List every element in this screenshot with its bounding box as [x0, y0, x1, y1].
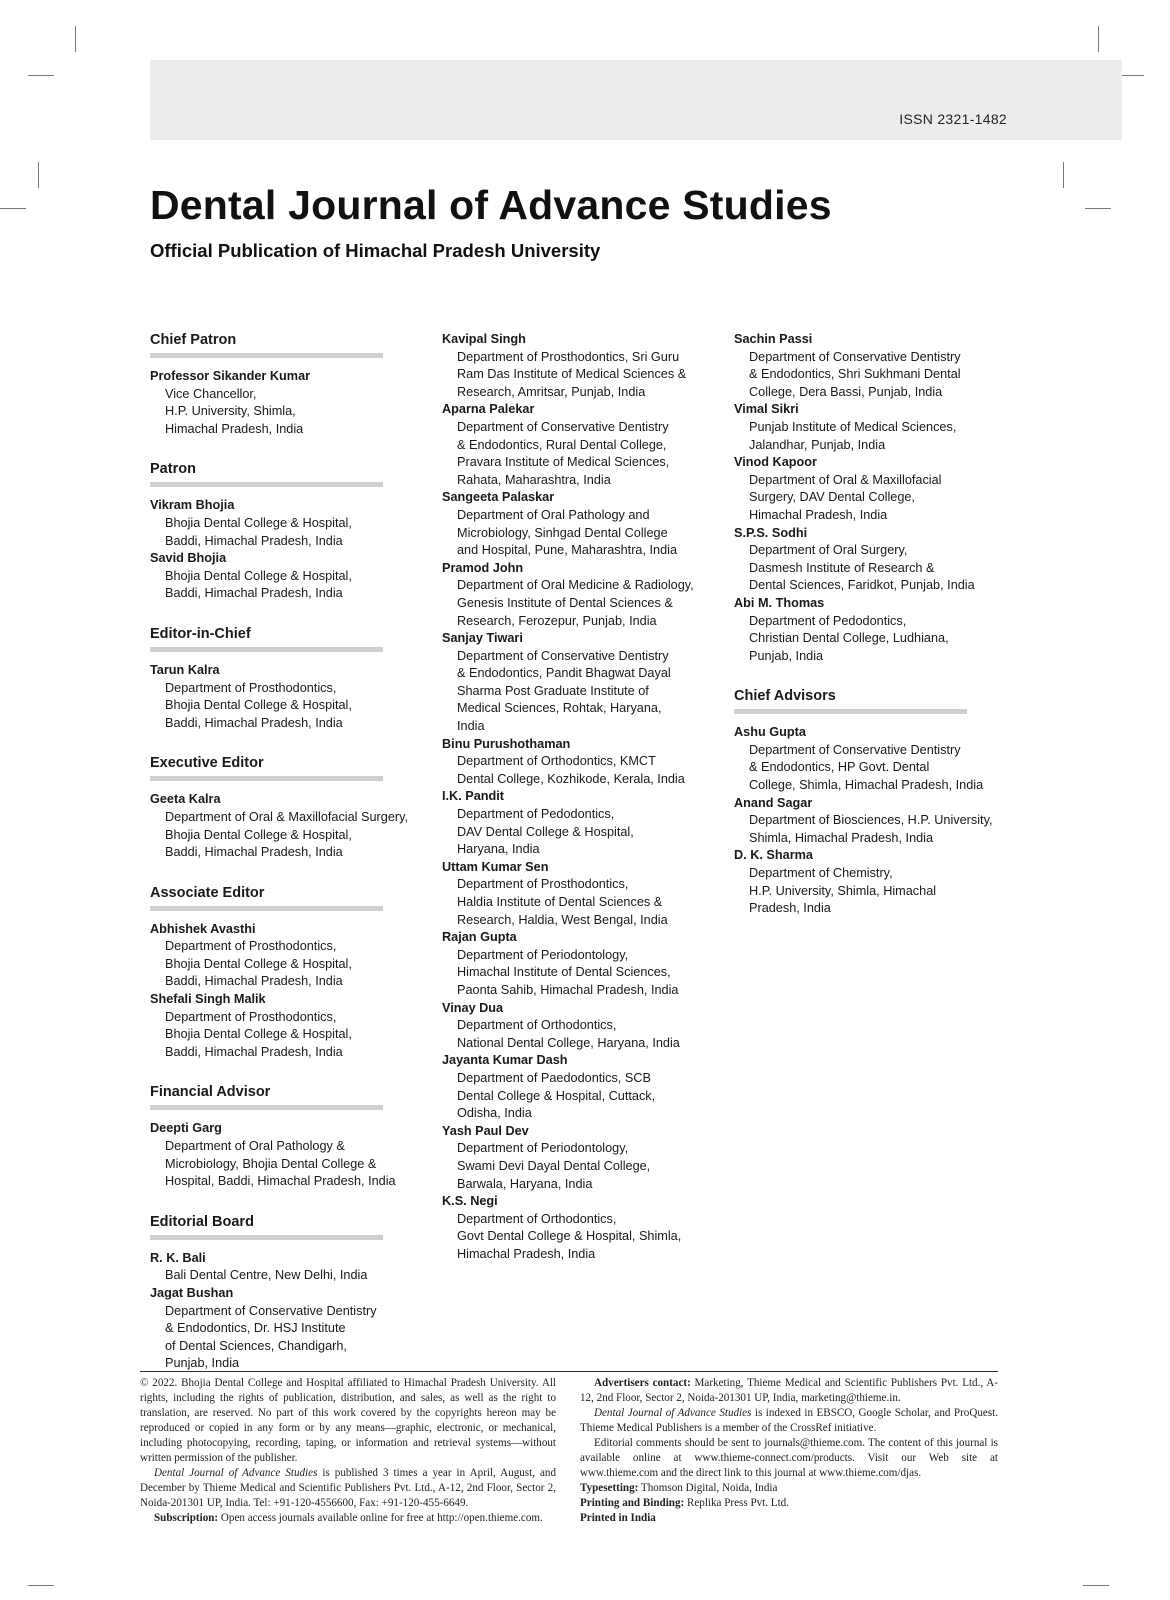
journal-name-italic: Dental Journal of Advance Studies: [154, 1467, 318, 1479]
board-member: [150, 1120, 420, 1190]
member-affiliation: Department of Oral Medicine & Radiology, Genesis Institute of Dental Sciences & Research, Ferozepur, Punjab, India: [457, 578, 694, 628]
journal-title: Dental Journal of Advance Studies: [150, 182, 832, 228]
board-member: [150, 550, 420, 603]
typesetting-notice: [580, 1481, 998, 1496]
issn-number: ISSN 2321-1482: [899, 111, 1007, 127]
board-member: [442, 736, 722, 789]
crop-mark: [1085, 208, 1111, 209]
publication-notice: [140, 1466, 556, 1511]
member-name: Ashu Gupta: [734, 725, 806, 740]
member-name: Uttam Kumar Sen: [442, 859, 549, 874]
member-affiliation: Department of Oral Pathology and Microbiology, Sinhgad Dental College and Hospital, Pune, Maharashtra, India: [457, 507, 678, 558]
member-name: Sachin Passi: [734, 332, 813, 346]
member-name: Jayanta Kumar Dash: [442, 1053, 568, 1068]
member-name: Tarun Kalra: [150, 662, 220, 677]
masthead-section: [150, 1069, 420, 1190]
member-affiliation: Department of Oral Surgery, Dasmesh Institute of Research & Dental Sciences, Faridkot, Punjab, India: [749, 543, 975, 593]
member-name: Vinay Dua: [442, 1000, 504, 1015]
member-affiliation: Department of Periodontology, Swami Devi Dayal Dental College, Barwala, Haryana, India: [457, 1141, 651, 1191]
member-affiliation: Department of Oral Pathology & Microbiology, Bhojia Dental College & Hospital, Baddi, Himachal Pradesh, India: [165, 1139, 396, 1189]
masthead-section: [150, 611, 420, 732]
section-rule: [150, 776, 383, 781]
masthead-column-3: [734, 331, 1034, 926]
masthead-section: [734, 673, 1034, 918]
member-affiliation: Department of Oral & Maxillofacial Surgery, Bhojia Dental College & Hospital, Baddi, Himachal Pradesh, India: [165, 809, 409, 860]
printing-notice: [580, 1496, 998, 1511]
member-name: Anand Sagar: [734, 795, 813, 810]
crop-mark: [1098, 26, 1099, 52]
member-name: Yash Paul Dev: [442, 1123, 529, 1138]
crop-mark: [1083, 1585, 1109, 1586]
member-affiliation: Department of Orthodontics, KMCT Dental College, Kozhikode, Kerala, India: [457, 754, 685, 786]
header-band: [150, 60, 1122, 140]
board-member: [442, 1193, 722, 1263]
board-member: [442, 1000, 722, 1053]
member-affiliation: Punjab Institute of Medical Sciences, Jalandhar, Punjab, India: [749, 419, 957, 452]
member-affiliation: Bhojia Dental College & Hospital, Baddi, Himachal Pradesh, India: [165, 568, 352, 601]
member-affiliation: Department of Conservative Dentistry & Endodontics, Rural Dental College, Pravara Institute of Medical Sciences, Rahata, Maharashtra, India: [457, 419, 670, 487]
member-name: Deepti Garg: [150, 1121, 222, 1136]
member-affiliation: Department of Prosthodontics, Bhojia Dental College & Hospital, Baddi, Himachal Pradesh, India: [165, 939, 352, 989]
masthead-section: [150, 870, 420, 1062]
board-member: [150, 1250, 420, 1285]
crop-mark: [75, 26, 76, 52]
board-member: [734, 724, 1034, 794]
member-name: Geeta Kalra: [150, 792, 221, 807]
indexing-notice: [580, 1406, 998, 1436]
member-affiliation: Bali Dental Centre, New Delhi, India: [165, 1268, 368, 1283]
board-member: [734, 525, 1034, 595]
subscription-text: Open access journals available online for free at http://open.thieme.com.: [218, 1512, 543, 1524]
member-name: S.P.S. Sodhi: [734, 525, 808, 540]
member-affiliation: Department of Oral & Maxillofacial Surgery, DAV Dental College, Himachal Pradesh, India: [749, 472, 942, 522]
member-affiliation: Department of Orthodontics, Govt Dental College & Hospital, Shimla, Himachal Pradesh, India: [457, 1211, 682, 1261]
advertisers-notice: [580, 1376, 998, 1406]
board-member: [442, 859, 722, 929]
board-member: [442, 788, 722, 858]
member-name: R. K. Bali: [150, 1250, 206, 1265]
member-affiliation: Department of Prosthodontics, Sri Guru Ram Das Institute of Medical Sciences & Research, Amritsar, Punjab, India: [457, 349, 687, 399]
subscription-label: Subscription:: [154, 1512, 219, 1524]
member-affiliation: Department of Conservative Dentistry & Endodontics, Dr. HSJ Institute of Dental Sciences, Chandigarh, Punjab, India: [165, 1303, 377, 1371]
member-affiliation: Department of Chemistry, H.P. University, Shimla, Himachal Pradesh, India: [749, 866, 937, 916]
member-name: Binu Purushothaman: [442, 736, 571, 751]
board-member: [150, 1285, 420, 1373]
section-heading: Patron: [150, 461, 196, 478]
board-member: [150, 368, 420, 438]
crop-mark: [28, 1585, 54, 1586]
board-member: [734, 795, 1034, 848]
member-affiliation: Department of Prosthodontics, Haldia Institute of Dental Sciences & Research, Haldia, West Bengal, India: [457, 877, 668, 927]
printing-text: Replika Press Pvt. Ltd.: [684, 1497, 789, 1509]
section-heading: Executive Editor: [150, 755, 264, 772]
member-affiliation: Department of Prosthodontics, Bhojia Dental College & Hospital, Baddi, Himachal Pradesh, India: [165, 1009, 352, 1059]
masthead-section: [734, 331, 1034, 665]
board-member: [734, 401, 1034, 454]
board-member: [150, 921, 420, 991]
member-name: Vikram Bhojia: [150, 498, 235, 513]
member-name: Savid Bhojia: [150, 551, 227, 566]
board-member: [150, 991, 420, 1061]
section-rule: [150, 1105, 383, 1110]
member-name: Sanjay Tiwari: [442, 631, 523, 646]
member-affiliation: Bhojia Dental College & Hospital, Baddi, Himachal Pradesh, India: [165, 515, 352, 548]
indexing-text: is indexed in EBSCO, Google Scholar, and ProQuest. Thieme Medical Publishers is a member of the CrossRef initiative.: [580, 1407, 999, 1434]
member-name: Shefali Singh Malik: [150, 992, 266, 1007]
member-affiliation: Department of Pedodontics, DAV Dental College & Hospital, Haryana, India: [457, 807, 634, 857]
board-member: [442, 401, 722, 489]
editorial-notice: Editorial comments should be sent to journals@thieme.com. The content of this journal is available online at www.thieme-connect.com/products. Visit our Web site at www.thieme.com and the direct link to this journal at www.thieme.com/djas.: [580, 1437, 998, 1479]
board-member: [442, 489, 722, 559]
member-name: Pramod John: [442, 560, 524, 575]
printing-label: Printing and Binding:: [580, 1497, 685, 1509]
advertisers-label: Advertisers contact:: [594, 1377, 691, 1389]
board-member: [442, 1123, 722, 1193]
printed-in-notice: Printed in India: [580, 1512, 656, 1524]
section-heading: Financial Advisor: [150, 1084, 271, 1101]
member-name: Jagat Bushan: [150, 1286, 234, 1300]
member-name: Sangeeta Palaskar: [442, 490, 555, 505]
section-rule: [150, 353, 383, 358]
member-affiliation: Department of Conservative Dentistry & Endodontics, HP Govt. Dental College, Shimla, Himachal Pradesh, India: [749, 742, 984, 793]
member-affiliation: Department of Pedodontics, Christian Dental College, Ludhiana, Punjab, India: [749, 613, 949, 663]
crop-mark: [0, 208, 26, 209]
board-member: [442, 630, 722, 736]
board-member: [734, 595, 1034, 665]
footer-left-column: [140, 1376, 556, 1526]
board-member: [442, 560, 722, 630]
masthead-section: [150, 1199, 420, 1373]
advertisers-text: Marketing, Thieme Medical and Scientific Publishers Pvt. Ltd., A-12, 2nd Floor, Sector 2, Noida-201301 UP, India, marketing@thieme.in.: [580, 1377, 998, 1404]
footer-right-column: [580, 1376, 998, 1526]
member-name: Abhishek Avasthi: [150, 921, 256, 936]
member-affiliation: Department of Prosthodontics, Bhojia Dental College & Hospital, Baddi, Himachal Pradesh, India: [165, 680, 352, 730]
typesetting-text: Thomson Digital, Noida, India: [638, 1482, 778, 1494]
board-member: [734, 331, 1034, 401]
subscription-notice: [140, 1511, 556, 1526]
member-affiliation: Department of Conservative Dentistry & Endodontics, Shri Sukhmani Dental College, Dera Bassi, Punjab, India: [749, 349, 961, 399]
section-heading: Chief Patron: [150, 332, 237, 348]
crop-mark: [38, 162, 39, 188]
crop-mark: [28, 75, 54, 76]
section-rule: [150, 906, 383, 911]
copyright-notice: © 2022. Bhojia Dental College and Hospital affiliated to Himachal Pradesh University. All rights, including the rights of publication, distribution, and sales, as well as the right to translation, are reserved. No part of this work covered by the copyrights hereon may be reproduced or copied in any form or by any means—graphic, electronic, or mechanical, including photocopying, recording, taping, or information and retrieval systems—without written permission of the publisher.: [140, 1377, 556, 1464]
masthead-section: [150, 446, 420, 603]
member-name: K.S. Negi: [442, 1194, 498, 1209]
member-affiliation: Vice Chancellor, H.P. University, Shimla, Himachal Pradesh, India: [165, 386, 304, 436]
member-affiliation: Department of Conservative Dentistry & Endodontics, Pandit Bhagwat Dayal Sharma Post Graduate Institute of Medical Sciences, Rohtak, Haryana, India: [457, 648, 671, 734]
section-heading: Chief Advisors: [734, 688, 836, 705]
masthead-section: [442, 331, 722, 1263]
member-name: Vimal Sikri: [734, 402, 799, 417]
member-affiliation: Department of Paedodontics, SCB Dental College & Hospital, Cuttack, Odisha, India: [457, 1070, 656, 1121]
masthead-section: [150, 740, 420, 861]
board-member: [150, 791, 420, 861]
board-member: [442, 1052, 722, 1122]
section-rule: [734, 709, 967, 714]
masthead-column-2: [442, 331, 722, 1271]
board-member: [442, 331, 722, 401]
section-heading: Editor-in-Chief: [150, 625, 251, 642]
section-rule: [150, 482, 383, 487]
journal-name-italic: Dental Journal of Advance Studies: [594, 1407, 752, 1419]
member-name: Aparna Palekar: [442, 402, 535, 417]
member-name: D. K. Sharma: [734, 848, 813, 863]
member-name: Abi M. Thomas: [734, 595, 825, 610]
crop-mark: [1063, 162, 1064, 188]
member-name: Vinod Kapoor: [734, 455, 817, 470]
typesetting-label: Typesetting:: [580, 1482, 639, 1494]
member-name: Kavipal Singh: [442, 332, 526, 346]
footer-divider: [140, 1371, 998, 1372]
masthead-section: [150, 331, 420, 438]
member-name: Professor Sikander Kumar: [150, 369, 311, 383]
board-member: [150, 662, 420, 732]
section-heading: Editorial Board: [150, 1213, 254, 1230]
board-member: [734, 454, 1034, 524]
section-rule: [150, 1235, 383, 1240]
member-affiliation: Department of Biosciences, H.P. University, Shimla, Himachal Pradesh, India: [749, 813, 993, 845]
publication-text: is published 3 times a year in April, August, and December by Thieme Medical and Scientific Publishers Pvt. Ltd., A-12, 2nd Floor, Sector 2, Noida-201301 UP, India. Tel: +91-120-4556600, Fax: +91-120-455-6649.: [140, 1467, 556, 1509]
board-member: [150, 497, 420, 550]
member-affiliation: Department of Orthodontics, National Dental College, Haryana, India: [457, 1018, 680, 1050]
journal-subtitle: Official Publication of Himachal Pradesh University: [150, 240, 601, 261]
member-name: I.K. Pandit: [442, 789, 505, 804]
masthead-column-1: [150, 331, 420, 1381]
section-rule: [150, 647, 383, 652]
board-member: [442, 929, 722, 999]
member-name: Rajan Gupta: [442, 930, 517, 945]
member-affiliation: Department of Periodontology, Himachal Institute of Dental Sciences, Paonta Sahib, Himachal Pradesh, India: [457, 947, 679, 997]
section-heading: Associate Editor: [150, 884, 265, 901]
board-member: [734, 847, 1034, 917]
